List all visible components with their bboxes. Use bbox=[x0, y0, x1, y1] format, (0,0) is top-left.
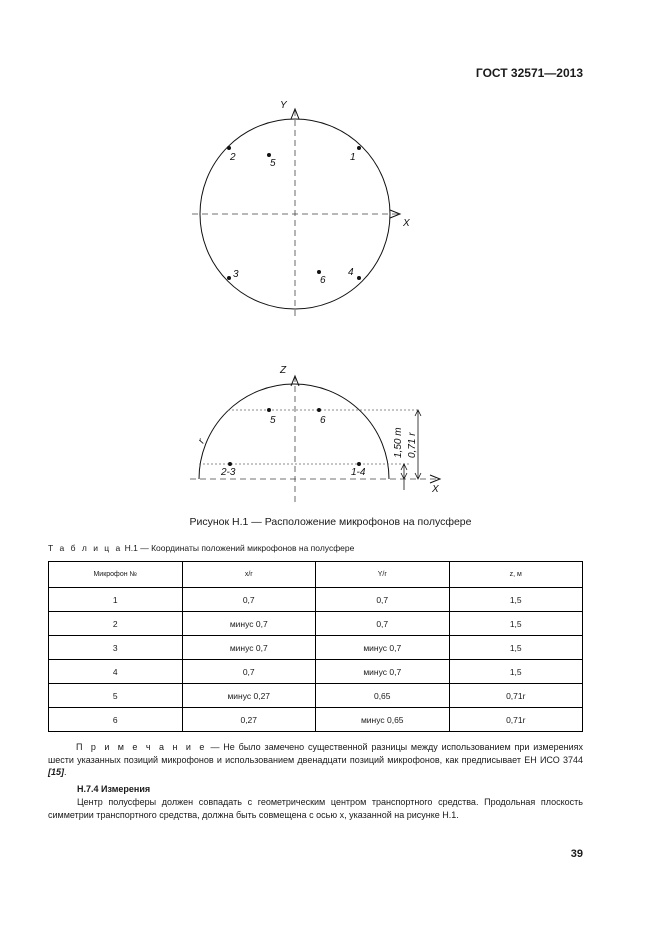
top-x-label: X bbox=[403, 218, 410, 229]
mic-point-2 bbox=[227, 146, 231, 150]
side-label-6: 6 bbox=[320, 415, 326, 426]
table-header-row bbox=[49, 562, 583, 588]
mic-point-4 bbox=[357, 276, 361, 280]
table-row bbox=[49, 708, 583, 732]
table-cell: 1,5 bbox=[449, 636, 583, 660]
note-reference: [15] bbox=[48, 767, 65, 777]
table-cell: 0,7 bbox=[316, 588, 450, 612]
table-cell: 1,5 bbox=[449, 588, 583, 612]
dim-150-label: 1,50 m bbox=[393, 427, 404, 458]
table-cell: 0,27 bbox=[182, 708, 316, 732]
table-cell: минус 0,7 bbox=[316, 636, 450, 660]
side-point-1-4 bbox=[357, 462, 361, 466]
table-cell: минус 0,7 bbox=[182, 612, 316, 636]
document-id: ГОСТ 32571—2013 bbox=[475, 66, 583, 80]
table-cell: 1 bbox=[49, 588, 183, 612]
table-row bbox=[49, 612, 583, 636]
side-point-6 bbox=[317, 408, 321, 412]
side-view bbox=[190, 365, 440, 503]
header-z: z, м bbox=[449, 562, 583, 588]
mic-point-1 bbox=[357, 146, 361, 150]
table-cell: 2 bbox=[49, 612, 183, 636]
table-cell: 0,7 bbox=[182, 588, 316, 612]
table-cell: 0,7 bbox=[316, 612, 450, 636]
page-number: 39 bbox=[570, 848, 583, 860]
coordinates-table bbox=[48, 561, 583, 732]
mic-label-6: 6 bbox=[320, 275, 326, 286]
note-text: — Не было замечено существенной разницы между использованием при измерениях шести указанных позиций микрофонов и использованием двенадцати позиций микрофонов, как предписывает ЕН ИСО 3744 bbox=[48, 742, 583, 765]
dim-071-label: 0,71 r bbox=[407, 432, 418, 458]
mic-label-5: 5 bbox=[270, 158, 276, 169]
header-mic: Микрофон № bbox=[49, 562, 183, 588]
table-note bbox=[48, 741, 583, 779]
header-x: x/r bbox=[182, 562, 316, 588]
table-cell: 0,71r bbox=[449, 684, 583, 708]
table-cell: 1,5 bbox=[449, 612, 583, 636]
table-cell: 6 bbox=[49, 708, 183, 732]
table-title-label: Т а б л и ц а bbox=[48, 543, 123, 553]
table-title bbox=[48, 543, 354, 553]
table-row bbox=[49, 660, 583, 684]
table-cell: 0,65 bbox=[316, 684, 450, 708]
table-cell: минус 0,65 bbox=[316, 708, 450, 732]
top-y-label: Y bbox=[280, 100, 287, 111]
side-label-1-4: 1-4 bbox=[351, 467, 366, 478]
figure-caption: Рисунок Н.1 — Расположение микрофонов на полусфере bbox=[189, 516, 472, 528]
mic-point-5 bbox=[267, 153, 271, 157]
table-cell: 0,71r bbox=[449, 708, 583, 732]
section-body: Центр полусферы должен совпадать с геометрическим центром транспортного средства. Продольная плоскость симметрии транспортного средства, должна быть совмещена с осью x, указанной на рисунке Н.1. bbox=[48, 797, 583, 820]
table-cell: 4 bbox=[49, 660, 183, 684]
mic-label-2: 2 bbox=[230, 152, 236, 163]
side-point-2-3 bbox=[228, 462, 232, 466]
note-label: П р и м е ч а н и е bbox=[76, 742, 207, 752]
mic-label-3: 3 bbox=[233, 269, 239, 280]
table-cell: минус 0,7 bbox=[182, 636, 316, 660]
table-row bbox=[49, 636, 583, 660]
table-title-text: Н.1 — Координаты положений микрофонов на полусфере bbox=[122, 543, 355, 553]
header-y: Y/r bbox=[316, 562, 450, 588]
side-label-2-3: 2-3 bbox=[221, 467, 236, 478]
radius-label: r bbox=[196, 437, 208, 446]
side-x-label: X bbox=[432, 484, 439, 495]
note-end: . bbox=[64, 767, 67, 777]
mic-point-3 bbox=[227, 276, 231, 280]
side-point-5 bbox=[267, 408, 271, 412]
table-cell: 1,5 bbox=[449, 660, 583, 684]
mic-point-6 bbox=[317, 270, 321, 274]
table-row bbox=[49, 588, 583, 612]
table-cell: 3 bbox=[49, 636, 183, 660]
mic-label-4: 4 bbox=[348, 267, 354, 278]
side-label-5: 5 bbox=[270, 415, 276, 426]
table-cell: 5 bbox=[49, 684, 183, 708]
table-cell: минус 0,7 bbox=[316, 660, 450, 684]
side-z-label: Z bbox=[280, 365, 287, 376]
table-cell: 0,7 bbox=[182, 660, 316, 684]
mic-label-1: 1 bbox=[350, 152, 356, 163]
table-row bbox=[49, 684, 583, 708]
table-cell: минус 0,27 bbox=[182, 684, 316, 708]
top-view bbox=[192, 100, 410, 318]
section-title: Н.7.4 Измерения bbox=[77, 784, 151, 794]
